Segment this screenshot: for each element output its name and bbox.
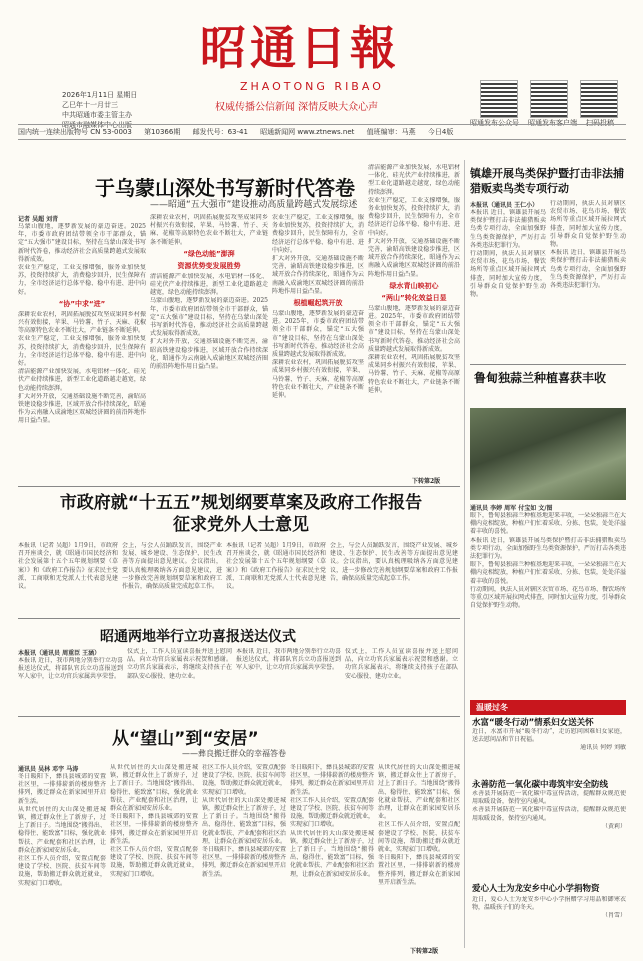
- lead-paragraph: 扩大对外开放，交通基础设施不断完善，渝昭高铁建设稳步推进，区域开放合作持续深化，昭通作为云南融入成渝地区双城经济圈的前沿阵地作用日益凸显。: [150, 338, 268, 371]
- warm-byline: （黄莉）: [601, 822, 626, 830]
- lead-col-1: [18, 214, 146, 482]
- second-paragraph: 本报讯（记者 吴超）1月9日，市政府召开座谈会，就《昭通市国民经济和社会发展第十五个五年规划纲要（草案）》和《政府工作报告》征求民主党派、工商联和无党派人士代表意见建议。: [18, 542, 118, 591]
- third-col-1: [18, 648, 123, 712]
- second-col-4: [330, 542, 458, 614]
- right-story2-headline[interactable]: 鲁甸独蒜兰种植喜获丰收: [474, 371, 607, 385]
- lead-paragraph: 扩大对外开放，交通基础设施不断完善，渝昭高铁建设稳步推进，区域开放合作持续深化，昭通作为云南融入成渝地区双城经济圈的前沿阵地作用日益凸显。: [272, 255, 364, 295]
- lead-col-4: [368, 164, 460, 482]
- fourth-byline: 通讯员 吴林 邓宇 马涛: [18, 766, 79, 773]
- newspaper-pinyin: ZHAOTONG RIBAO: [240, 80, 384, 93]
- issue-number: 第10366期: [144, 128, 181, 136]
- qr-code-app[interactable]: [530, 80, 568, 118]
- section-heading: “协”中求“进”: [58, 299, 106, 308]
- post-code: 邮发代号：63-41: [192, 128, 248, 136]
- publisher: 昭通市融媒体中心出版: [62, 121, 132, 129]
- second-paragraph: 会上，与会人员踊跃发言，围绕产业发展、城乡建设、生态保护、民生改善等方面提出意见建议。会议指出，要认真梳理吸纳各方面意见建议，进一步修改完善规划纲要草案和政府工作报告，确保高质量完成起草工作。: [330, 542, 458, 582]
- lead-byline: 记者 吴超 刘青: [18, 216, 59, 223]
- lead-paragraph: 农业生产稳定，工业支撑增强，服务业加快复苏，投资持续扩大，消费稳步回升，民生保障有力，全市经济运行总体平稳、稳中有进、进中向好。: [272, 214, 364, 254]
- lunar-date: 乙巳年十一月廿三: [62, 101, 118, 109]
- right-paragraph: 行动期间，执法人员对辖区农贸市场、花鸟市场、餐饮场所等重点区域开展拉网式排查，同时加大宣传力度，引导群众自觉保护野生动物。: [470, 250, 546, 299]
- cn-number: 国内统一连续出版物号 CN 53-0003: [18, 128, 132, 136]
- website[interactable]: 昭通新闻网 www.ztnews.net: [260, 128, 355, 136]
- warm-story3-headline[interactable]: 爱心人士为龙安乡中心小学捐物资: [472, 884, 600, 894]
- fourth-headline[interactable]: 从“望山”到“安居”: [112, 729, 259, 749]
- second-paragraph: 会上，与会人员踊跃发言，围绕产业发展、城乡建设、生态保护、民生改善等方面提出意见建议。会议指出，要认真梳理吸纳各方面意见建议，进一步修改完善规划纲要草案和政府工作报告，确保高质量完成起草工作。: [122, 542, 222, 591]
- sponsor: 中共昭通市委主管主办: [62, 111, 132, 119]
- section-divider: [18, 618, 460, 619]
- qr-label: 昭通发布公众号: [470, 119, 519, 127]
- lead-paragraph: 扩大对外开放，交通基础设施不断完善，渝昭高铁建设稳步推进，区域开放合作持续深化，昭通作为云南融入成渝地区双城经济圈的前沿阵地作用日益凸显。: [368, 237, 460, 278]
- date: 2026年1月11日 星期日: [62, 91, 138, 99]
- third-col-4: [345, 648, 458, 712]
- lead-col-3: [272, 214, 364, 482]
- second-headline-line2: 征求党外人士意见: [173, 515, 309, 535]
- right-paragraph: 本报讯 近日，镇雄县开展鸟类保护暨打击非法捕猎贩卖鸟类专项行动，全面加强野生鸟类资源保护，严厉打击各类违法犯罪行为。: [470, 536, 626, 561]
- third-paragraph: 仪式上，工作人员宣读喜报并送上慰问品，向立功官兵家属表示祝贺和感谢。立功官兵家属表示，将继续支持孩子在部队安心服役、建功立业。: [345, 648, 458, 680]
- fourth-col-1: [18, 764, 106, 950]
- third-col-3: [236, 648, 341, 712]
- third-paragraph: 本报讯 近日，我市两地分别举行立功喜报送达仪式，将部队官兵立功喜报送到军人家中，让立功官兵家属共享荣誉。: [236, 648, 341, 672]
- fourth-paragraph: 从世代居住的大山深处搬进城镇，搬迁群众住上了新房子，过上了新日子。当地围绕“搬得出、稳得住、能致富”目标，强化就业帮扶、产业配套和社区治理，让群众在新家园安居乐业。: [290, 829, 374, 878]
- right-story1-col-2: [550, 200, 626, 360]
- lead-paragraph: 扩大对外开放，交通基础设施不断完善，渝昭高铁建设稳步推进，区域开放合作持续深化，昭通作为云南融入成渝地区双城经济圈的前沿阵地作用日益凸显。: [18, 392, 146, 425]
- editor: 值班编审：马燕: [366, 128, 416, 136]
- warm-paragraph: 永善县开展防范一氧化碳中毒宣传活动，提醒群众规范使用取暖设备，保持室内通风。: [472, 806, 626, 822]
- right-story1-headline[interactable]: 镇雄开展鸟类保护暨打击非法捕猎贩卖鸟类专项行动: [470, 167, 624, 195]
- lead-paragraph: 深耕农业农村，巩固拓展脱贫攻坚成果同乡村振兴有效衔接，苹果、马铃薯、竹子、天麻、花椒等高原特色农业不断壮大，产业链条不断延伸。: [368, 354, 460, 394]
- fourth-paragraph: 社区工作人员介绍，安置点配套建设了学校、医院、扶贫车间等设施，帮助搬迁群众就近就业，实现家门口增收。: [18, 855, 106, 887]
- warm-winter-box-title: 温暖过冬: [470, 700, 626, 715]
- fourth-paragraph: 从世代居住的大山深处搬进城镇，搬迁群众住上了新房子，过上了新日子。当地围绕“搬得出、稳得住、能致富”目标，强化就业帮扶、产业配套和社区治理，让群众在新家园安居乐业。: [378, 764, 460, 821]
- fourth-paragraph: 冬日暖阳下，彝良县城郊的安置社区里，一排排崭新的楼房整齐排列，搬迁群众在新家园里开启新生活。: [110, 813, 198, 845]
- right-paragraph: 本报讯 近日，镇雄县开展鸟类保护暨打击非法捕猎贩卖鸟类专项行动，全面加强野生鸟类资源保护，严厉打击各类违法犯罪行为。: [470, 209, 546, 249]
- fourth-paragraph: 从世代居住的大山深处搬进城镇，搬迁群众住上了新房子，过上了新日子。当地围绕“搬得出、稳得住、能致富”目标，强化就业帮扶、产业配套和社区治理，让群众在新家园安居乐业。: [202, 796, 286, 845]
- warm-story2-body: [472, 790, 626, 876]
- section-heading: “两山”转化效益日显: [381, 293, 447, 302]
- right-story2-body: [470, 512, 626, 692]
- warm-story1-headline[interactable]: 水富“暖冬行动”情系妇女送关怀: [472, 718, 594, 728]
- fourth-col-4: [290, 764, 374, 950]
- right-paragraph: 行动期间，执法人员对辖区农贸市场、花鸟市场、餐饮场所等重点区域开展拉网式排查，同时加大宣传力度，引导群众自觉保护野生动物。: [470, 585, 626, 610]
- second-headline[interactable]: [26, 492, 456, 536]
- warm-paragraph: 近日，爱心人士为龙安乡中心小学捐赠学习用品和御寒衣物，温暖孩子们的冬天。: [472, 896, 626, 912]
- second-paragraph: 本报讯（记者 吴超）1月9日，市政府召开座谈会，就《昭通市国民经济和社会发展第十五个五年规划纲要（草案）》和《政府工作报告》征求民主党派、工商联和无党派人士代表意见建议。: [226, 542, 326, 591]
- section-heading: 资源优势变发展胜势: [177, 261, 241, 270]
- fourth-paragraph: 社区工作人员介绍，安置点配套建设了学校、医院、扶贫车间等设施，帮助搬迁群众就近就业，实现家门口增收。: [290, 796, 374, 829]
- fourth-paragraph: 冬日暖阳下，彝良县城郊的安置社区里，一排排崭新的楼房整齐排列，搬迁群众在新家园里开启新生活。: [378, 854, 460, 886]
- right-paragraph: 眼下，鲁甸县独蒜兰种植基地迎来丰收，一朵朵独蒜兰在大棚内竞相绽放，种植户们忙着采收、分拣、包装，处处洋溢着丰收的喜悦。: [470, 561, 626, 585]
- fourth-paragraph: 社区工作人员介绍，安置点配套建设了学校、医院、扶贫车间等设施，帮助搬迁群众就近就业，实现家门口增收。: [202, 764, 286, 796]
- warm-story2-headline[interactable]: 永善防范一氧化碳中毒筑牢安全防线: [472, 780, 609, 790]
- lead-paragraph: 乌蒙山腹地，逐梦新发展的豪迈奋进。2025年，市委市政府团结带领全市干部群众，锚定“五大强市”建设目标，坚持在乌蒙山深处书写新时代答卷，推动经济社会高质量跨越式发展取得新成效。: [368, 304, 460, 353]
- warm-byline: （肖雪）: [601, 912, 626, 920]
- right-paragraph: 眼下，鲁甸县独蒜兰种植基地迎来丰收，一朵朵独蒜兰在大棚内竞相绽放，种植户们忙着采收、分拣、包装，处处洋溢着丰收的喜悦。: [470, 512, 626, 536]
- fourth-paragraph: 社区工作人员介绍，安置点配套建设了学校、医院、扶贫车间等设施，帮助搬迁群众就近就业，实现家门口增收。: [378, 821, 460, 854]
- warm-story3-body: [472, 896, 626, 950]
- section-divider: [18, 486, 460, 487]
- lead-paragraph: 清洁能源产业加快发展，水电铝材一体化、硅光伏产业持续推进，新型工业化道路越走越宽，绿色动能持续澎湃。: [18, 368, 146, 392]
- third-byline: 本报讯（通讯员 周重臣 王涵）: [18, 650, 101, 657]
- fourth-paragraph: 从世代居住的大山深处搬进城镇，搬迁群众住上了新房子，过上了新日子。当地围绕“搬得出、稳得住、能致富”目标，强化就业帮扶、产业配套和社区治理，让群众在新家园安居乐业。: [18, 805, 106, 854]
- warm-paragraph: 永善县开展防范一氧化碳中毒宣传活动，提醒群众规范使用取暖设备，保持室内通风。: [472, 790, 626, 806]
- photo-caption: 通讯员 李婷 周军 付宝如 文/图: [470, 505, 553, 512]
- newspaper-title: 昭通日報: [200, 21, 400, 75]
- second-col-3: [226, 542, 326, 614]
- fourth-col-2: [110, 764, 198, 950]
- fourth-paragraph: 冬日暖阳下，彝良县城郊的安置社区里，一排排崭新的楼房整齐排列，搬迁群众在新家园里开启新生活。: [18, 773, 106, 805]
- info-bar: [18, 124, 626, 140]
- fourth-paragraph: 社区工作人员介绍，安置点配套建设了学校、医院、扶贫车间等设施，帮助搬迁群众就近就业，实现家门口增收。: [110, 846, 198, 878]
- column-divider: [464, 160, 465, 948]
- lead-paragraph: 乌蒙山腹地，逐梦新发展的豪迈奋进。2025年，市委市政府团结带领全市干部群众，锚定“五大强市”建设目标，坚持在乌蒙山深处书写新时代答卷，推动经济社会高质量跨越式发展取得新成效。: [272, 310, 364, 359]
- right-paragraph: 本报讯 近日，镇雄县开展鸟类保护暨打击非法捕猎贩卖鸟类专项行动，全面加强野生鸟类资源保护，严厉打击各类违法犯罪行为。: [550, 249, 626, 290]
- lead-paragraph: 乌蒙山腹地，逐梦新发展的豪迈奋进。2025年，市委市政府团结带领全市干部群众，锚定“五大强市”建设目标，坚持在乌蒙山深处书写新时代答卷，推动经济社会高质量跨越式发展取得新成效。: [18, 223, 146, 263]
- second-headline-line1: 市政府就“十五五”规划纲要草案及政府工作报告: [59, 493, 423, 513]
- section-heading: 根植崛起筑开放: [293, 299, 343, 308]
- lead-paragraph: 深耕农业农村，巩固拓展脱贫攻坚成果同乡村振兴有效衔接，苹果、马铃薯、竹子、天麻、花椒等高原特色农业不断壮大，产业链条不断延伸。: [150, 214, 268, 246]
- right-story1-col-1: [470, 200, 546, 360]
- qr-label: 昭通发布客户端: [528, 119, 577, 127]
- fourth-paragraph: 从世代居住的大山深处搬进城镇，搬迁群众住上了新房子，过上了新日子。当地围绕“搬得出、稳得住、能致富”目标，强化就业帮扶、产业配套和社区治理，让群众在新家园安居乐业。: [110, 764, 198, 813]
- qr-label: 扫码投稿: [586, 119, 614, 127]
- fourth-paragraph: 冬日暖阳下，彝良县城郊的安置社区里，一排排崭新的楼房整齐排列，搬迁群众在新家园里开启新生活。: [202, 846, 286, 878]
- page-count: 今日4版: [427, 128, 454, 136]
- lead-paragraph: 乌蒙山腹地，逐梦新发展的豪迈奋进。2025年，市委市政府团结带领全市干部群众，锚定“五大强市”建设目标，坚持在乌蒙山深处书写新时代答卷，推动经济社会高质量跨越式发展取得新成效。: [150, 297, 268, 338]
- third-paragraph: 仪式上，工作人员宣读喜报并送上慰问品，向立功官兵家属表示祝贺和感谢。立功官兵家属表示，将继续支持孩子在部队安心服役、建功立业。: [127, 648, 232, 680]
- second-col-1: [18, 542, 118, 614]
- section-heading: 绿水青山映初心: [389, 281, 439, 290]
- qr-code-submit[interactable]: [580, 80, 618, 118]
- lead-headline[interactable]: 于乌蒙山深处书写新时代答卷: [95, 176, 355, 200]
- fourth-col-5: [378, 764, 460, 944]
- second-col-2: [122, 542, 222, 614]
- slogan: 权威传播公信新闻 深情反映大众心声: [215, 102, 379, 113]
- qr-code-wechat[interactable]: [480, 80, 518, 118]
- warm-byline: 通讯员 何婷 刘敏: [580, 744, 626, 752]
- third-paragraph: 本报讯 近日，我市两地分别举行立功喜报送达仪式，将部队官兵立功喜报送到军人家中，让立功官兵家属共享荣誉。: [18, 657, 123, 681]
- orchid-field-photo: [470, 408, 626, 500]
- fourth-subhead: ——彝良搬迁群众的幸福答卷: [182, 749, 286, 758]
- lead-paragraph: 清洁能源产业加快发展，水电铝材一体化、硅光伏产业持续推进，新型工业化道路越走越宽，绿色动能持续澎湃。: [150, 272, 268, 297]
- warm-paragraph: 近日，水富市开展“暖冬行动”，走访慰问困难妇女家庭，送去慰问品和节日祝福。: [472, 728, 626, 744]
- third-headline[interactable]: 昭通两地举行立功喜报送达仪式: [100, 629, 296, 645]
- lead-paragraph: 深耕农业农村，巩固拓展脱贫攻坚成果同乡村振兴有效衔接，苹果、马铃薯、竹子、天麻、花椒等高原特色农业不断壮大，产业链条不断延伸。: [272, 359, 364, 400]
- lead-paragraph: 农业生产稳定，工业支撑增强，服务业加快复苏，投资持续扩大，消费稳步回升，民生保障有力，全市经济运行总体平稳、稳中有进、进中向好。: [368, 196, 460, 237]
- fourth-jump[interactable]: 下转第2版: [410, 948, 439, 955]
- lead-paragraph: 农业生产稳定，工业支撑增强，服务业加快复苏，投资持续扩大，消费稳步回升，民生保障有力，全市经济运行总体平稳、稳中有进、进中向好。: [18, 335, 146, 368]
- fourth-col-3: [202, 764, 286, 950]
- lead-subhead: ——昭通“五大强市”建设推动高质量跨越式发展综述: [150, 200, 358, 210]
- right-story1-byline: 本报讯（通讯员 王仁小）: [470, 202, 539, 209]
- lead-paragraph: 清洁能源产业加快发展，水电铝材一体化、硅光伏产业持续推进，新型工业化道路越走越宽，绿色动能持续澎湃。: [368, 164, 460, 196]
- lead-col-2: [150, 214, 268, 482]
- fourth-paragraph: 冬日暖阳下，彝良县城郊的安置社区里，一排排崭新的楼房整齐排列，搬迁群众在新家园里开启新生活。: [290, 764, 374, 796]
- section-divider: [18, 716, 460, 717]
- lead-jump[interactable]: 下转第2版: [412, 478, 441, 485]
- third-col-2: [127, 648, 232, 712]
- warm-story1-body: [472, 728, 626, 772]
- section-heading: “绿色动能”澎湃: [183, 249, 235, 258]
- lead-paragraph: 深耕农业农村，巩固拓展脱贫攻坚成果同乡村振兴有效衔接，苹果、马铃薯、竹子、天麻、花椒等高原特色农业不断壮大，产业链条不断延伸。: [18, 310, 146, 335]
- right-paragraph: 行动期间，执法人员对辖区农贸市场、花鸟市场、餐饮场所等重点区域开展拉网式排查，同时加大宣传力度，引导群众自觉保护野生动物。: [550, 200, 626, 249]
- section-divider: [470, 364, 626, 365]
- lead-paragraph: 农业生产稳定，工业支撑增强，服务业加快复苏，投资持续扩大，消费稳步回升，民生保障有力，全市经济运行总体平稳、稳中有进、进中向好。: [18, 264, 146, 296]
